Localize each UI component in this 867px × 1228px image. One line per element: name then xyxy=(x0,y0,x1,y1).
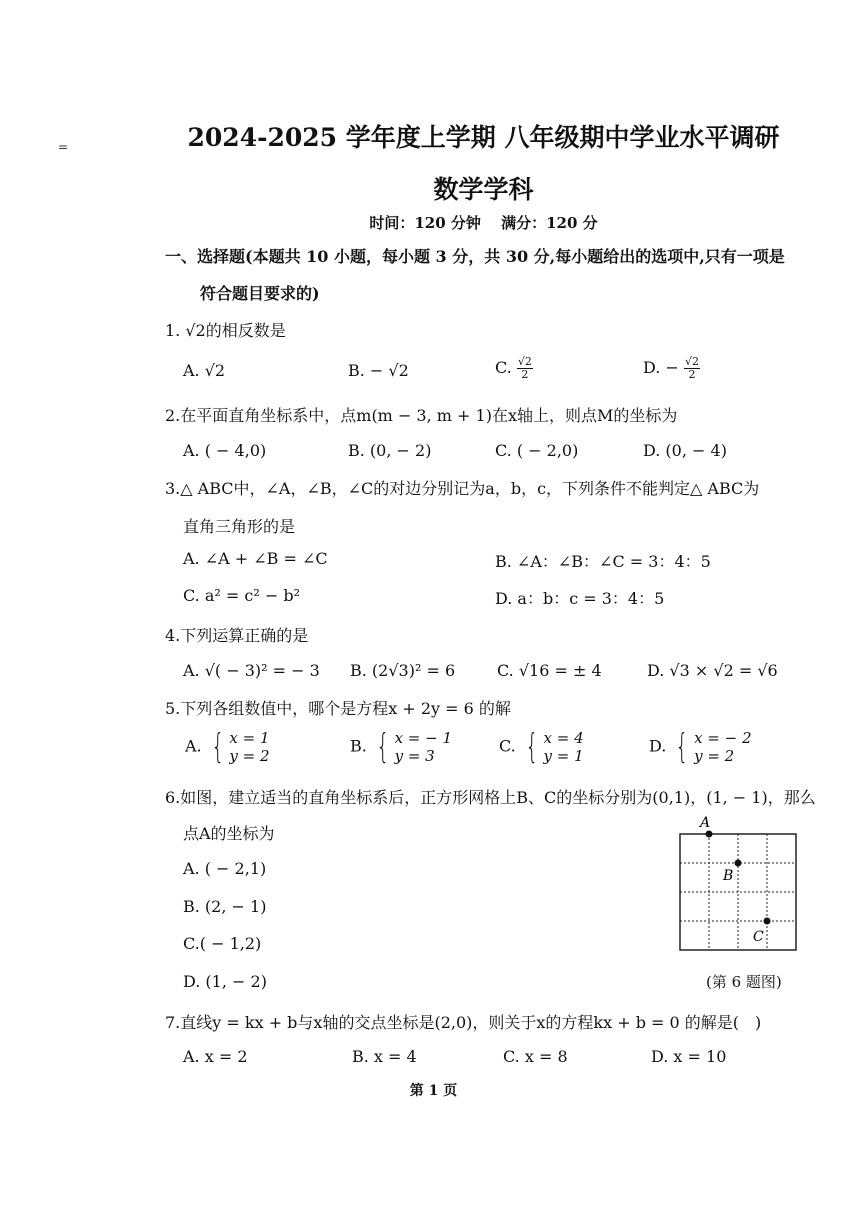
exam-title: 2024-2025 学年度上学期 八年级期中学业水平调研 xyxy=(187,123,780,152)
q2-stem: 2.在平面直角坐标系中，点m(m − 3, m + 1)在x轴上，则点M的坐标为 xyxy=(165,406,678,425)
q6-option-b: B. (2, − 1) xyxy=(183,897,267,916)
q5-option-b xyxy=(350,729,452,765)
label-c: C xyxy=(753,929,764,945)
q2-option-c: C. ( − 2,0) xyxy=(495,441,579,460)
label-b: B xyxy=(723,868,734,884)
q3-option-c: C. a² = c² − b² xyxy=(183,586,300,605)
q6-stem: 6.如图，建立适当的直角坐标系后，正方形网格上B、C的坐标分别为(0,1)，(1, − 1)，那么 xyxy=(165,788,816,807)
subject-title: 数学学科 xyxy=(433,175,534,204)
q5-option-a xyxy=(185,729,270,765)
q5-option-d-system: { x = − 2 y = 2 xyxy=(675,727,752,767)
q3-stem-cont: 直角三角形的是 xyxy=(183,517,296,536)
q1-option-c-label: C. xyxy=(495,358,512,377)
point-b xyxy=(735,860,742,867)
label-a: A xyxy=(700,815,711,831)
q4-option-d: D. √3 × √2 = √6 xyxy=(647,661,778,680)
q5-option-c xyxy=(499,729,584,765)
q3-option-d: D. a：b：c = 3：4：5 xyxy=(495,589,665,608)
q6-stem-cont: 点A的坐标为 xyxy=(183,824,275,843)
q5-option-a-system: { x = 1 y = 2 xyxy=(211,727,270,767)
q5-stem: 5.下列各组数值中，哪个是方程x + 2y = 6 的解 xyxy=(165,699,511,718)
q5-option-c-system: { x = 4 y = 1 xyxy=(525,727,584,767)
q7-stem: 7.直线y = kx + b与x轴的交点坐标是(2,0)，则关于x的方程kx + b = 0 的解是( ) xyxy=(165,1013,762,1032)
q3-option-b: B. ∠A：∠B：∠C = 3：4：5 xyxy=(495,552,711,571)
q5-option-b-system: { x = − 1 y = 3 xyxy=(376,727,453,767)
section-heading-cont: 符合题目要求的) xyxy=(200,284,320,303)
q1-option-d xyxy=(643,356,700,381)
q1-option-c xyxy=(495,356,533,381)
q1-option-c-frac: $\frac{√2}{2}$ xyxy=(517,355,532,381)
q4-option-b: B. (2√3)² = 6 xyxy=(350,661,456,680)
q1-stem: 1. √2的相反数是 xyxy=(165,321,286,340)
q6-option-d: D. (1, − 2) xyxy=(183,972,267,991)
q2-option-a: A. ( − 4,0) xyxy=(183,441,267,460)
grid-lines xyxy=(680,834,796,950)
q1-option-d-frac: $\frac{√2}{2}$ xyxy=(684,355,699,381)
margin-mark: = xyxy=(58,140,69,154)
q5-option-d xyxy=(649,729,752,765)
q1-option-a: A. √2 xyxy=(183,361,226,380)
q7-option-b: B. x = 4 xyxy=(352,1047,417,1066)
q2-option-d: D. (0, − 4) xyxy=(643,441,727,460)
q7-option-c: C. x = 8 xyxy=(503,1047,568,1066)
q5-option-c-label: C. xyxy=(499,736,516,756)
q3-option-a: A. ∠A + ∠B = ∠C xyxy=(183,549,328,568)
q3-stem: 3.△ ABC中，∠A，∠B，∠C的对边分别记为a，b，c，下列条件不能判定△ ABC为 xyxy=(165,479,760,498)
q4-stem: 4.下列运算正确的是 xyxy=(165,626,309,645)
page-number: 第 1 页 xyxy=(409,1083,458,1099)
q6-grid-figure xyxy=(670,812,810,962)
q4-option-c: C. √16 = ± 4 xyxy=(497,661,602,680)
section-heading: 一、选择题(本题共 10 小题，每小题 3 分，共 30 分,每小题给出的选项中,只有一项是 xyxy=(165,247,785,266)
q5-option-a-label: A. xyxy=(185,736,202,756)
exam-meta: 时间：120 分钟 满分：120 分 xyxy=(369,214,598,232)
q6-option-a: A. ( − 2,1) xyxy=(183,859,267,878)
q4-option-a: A. √( − 3)² = − 3 xyxy=(183,661,320,680)
q5-option-d-label: D. xyxy=(649,736,667,756)
q1-option-b: B. − √2 xyxy=(348,361,409,380)
q5-option-b-label: B. xyxy=(350,736,367,756)
point-c xyxy=(764,918,771,925)
q6-option-c: C.( − 1,2) xyxy=(183,934,262,953)
q2-option-b: B. (0, − 2) xyxy=(348,441,432,460)
q7-option-a: A. x = 2 xyxy=(183,1047,248,1066)
q1-option-d-label: D. − xyxy=(643,358,679,377)
q7-option-d: D. x = 10 xyxy=(651,1047,727,1066)
q6-figure-caption: (第 6 题图) xyxy=(706,973,782,991)
point-a xyxy=(706,831,713,838)
